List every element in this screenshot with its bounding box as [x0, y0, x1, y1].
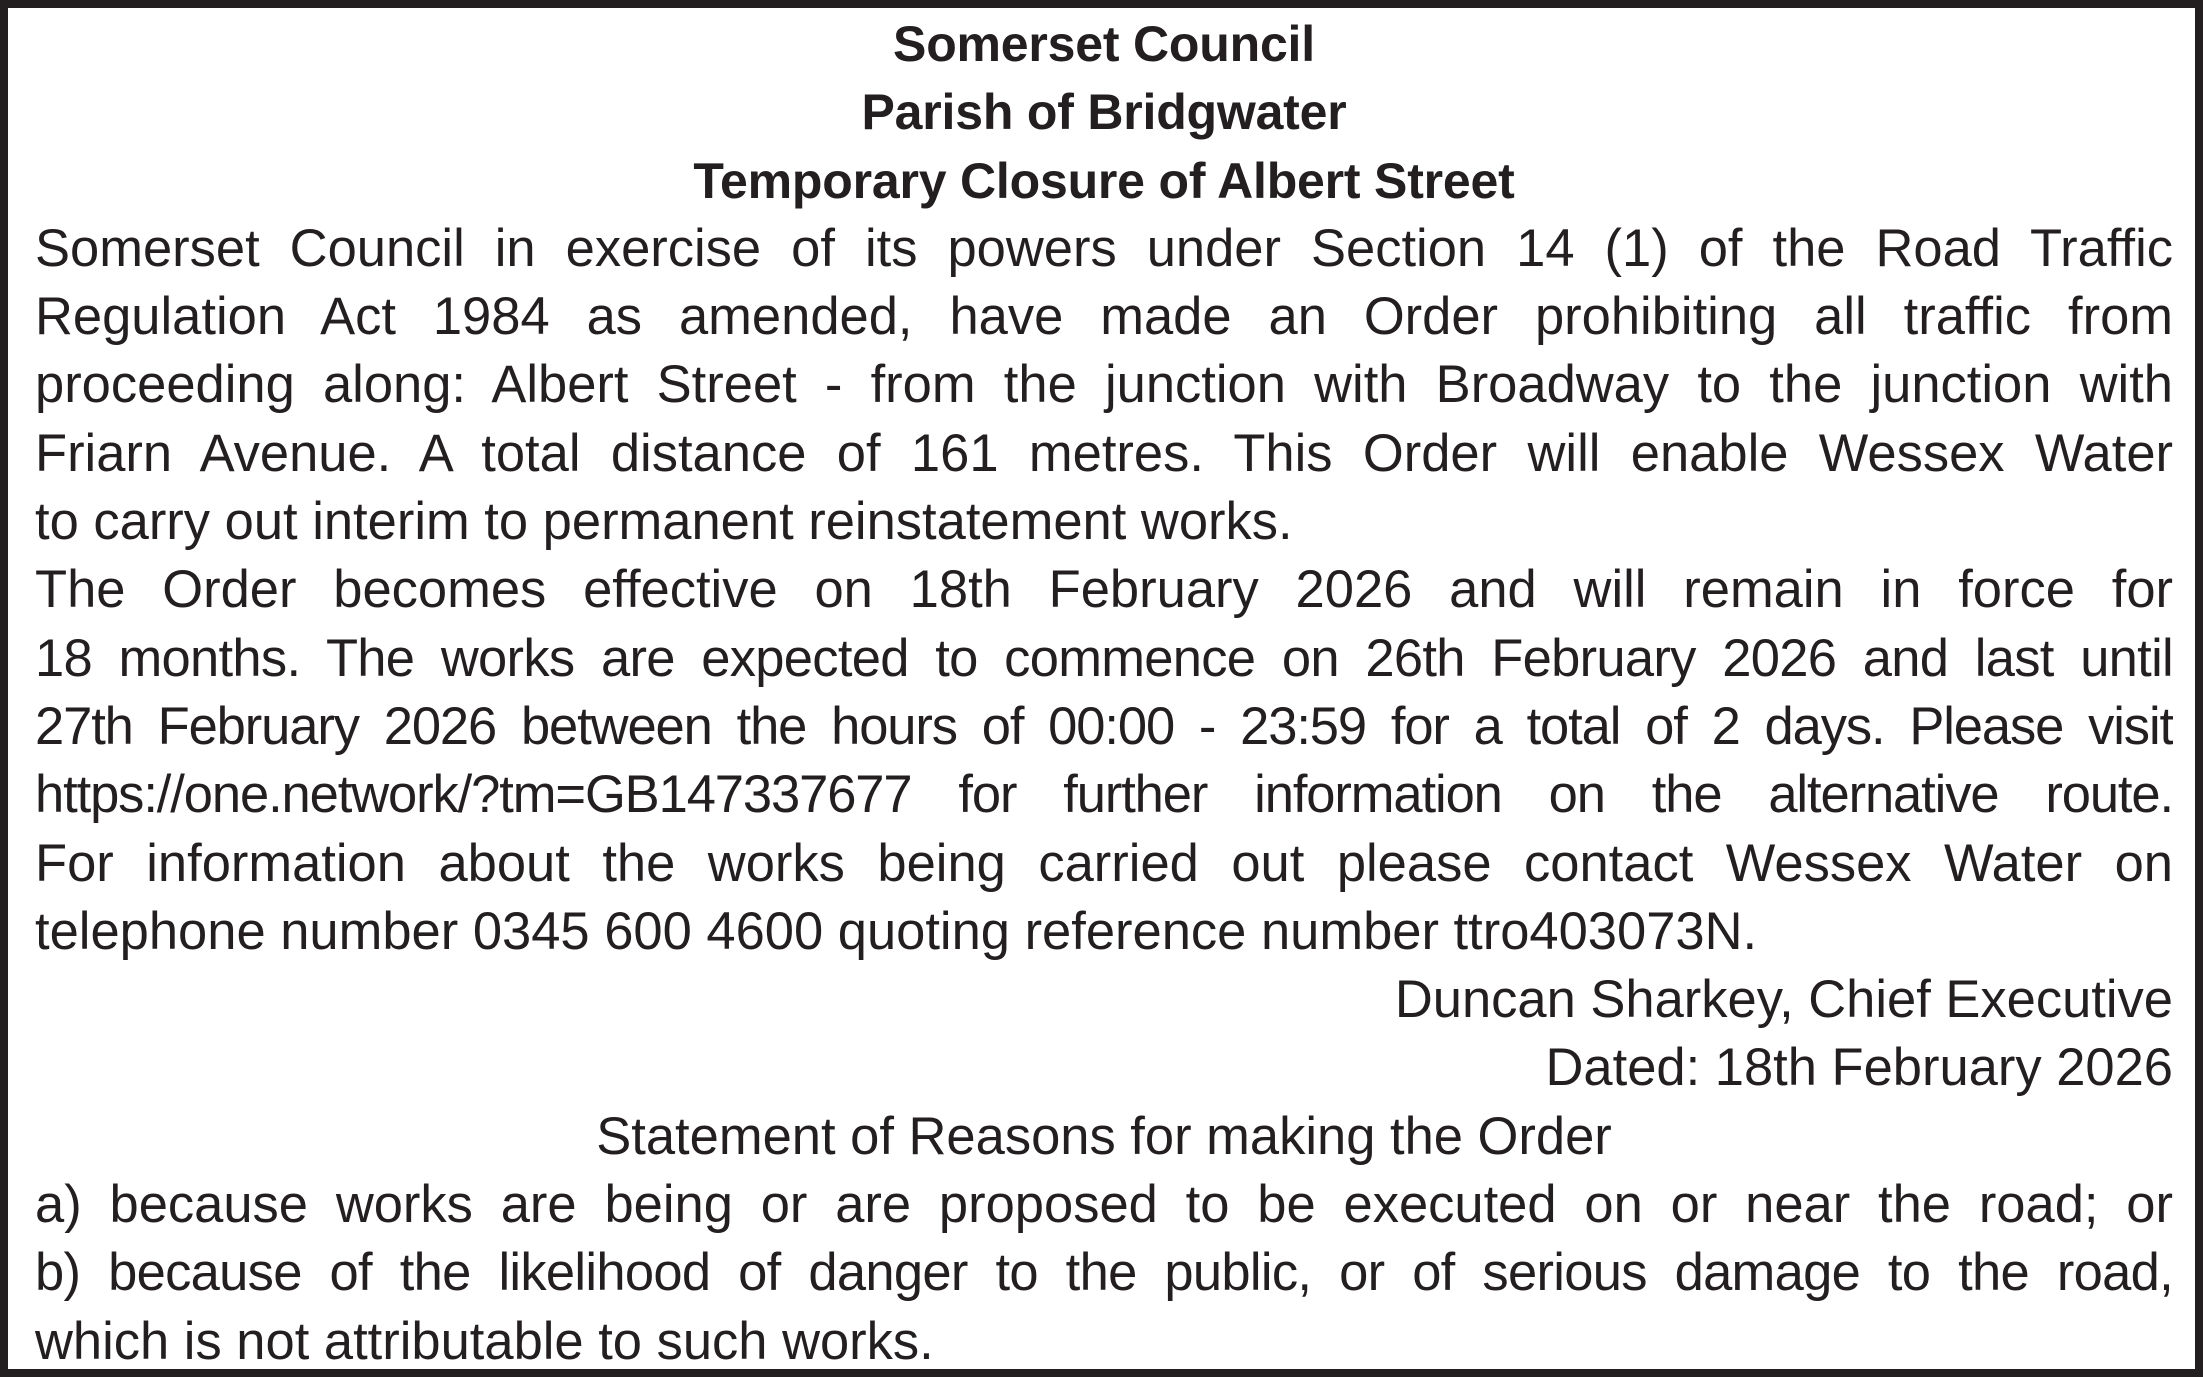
paragraph-2-line: 27th February 2026 between the hours of 00:00 - 23:59 for a total of 2 days. Please visit	[35, 696, 2173, 756]
notice-title: Temporary Closure of Albert Street	[693, 152, 1515, 209]
paragraph-2-line: The Order becomes effective on 18th February 2026 and will remain in force for	[35, 560, 2173, 620]
paragraph-2-line: https://one.network/?tm=GB147337677 for further information on the alternative route.	[35, 765, 2173, 825]
reasons-title: Statement of Reasons for making the Order	[596, 1106, 1612, 1166]
paragraph-2-line: For information about the works being carried out please contact Wessex Water on	[35, 833, 2173, 893]
paragraph-2-line: telephone number 0345 600 4600 quoting reference number ttro403073N.	[35, 901, 1758, 961]
parish-heading: Parish of Bridgwater	[861, 84, 1347, 141]
reason-line: b) because of the likelihood of danger to the public, or of serious damage to the road,	[35, 1243, 2173, 1303]
council-heading: Somerset Council	[893, 16, 1315, 72]
signatory: Duncan Sharkey, Chief Executive	[1394, 970, 2173, 1030]
paragraph-1-line: Friarn Avenue. A total distance of 161 metres. This Order will enable Wessex Water	[35, 423, 2173, 483]
paragraph-1-line: to carry out interim to permanent reinstatement works.	[35, 492, 1293, 552]
paragraph-1-line: Somerset Council in exercise of its powers under Section 14 (1) of the Road Traffic	[35, 218, 2173, 278]
paragraph-1-line: Regulation Act 1984 as amended, have made an Order prohibiting all traffic from	[35, 287, 2173, 347]
paragraph-1-line: proceeding along: Albert Street - from the junction with Broadway to the junction with	[35, 355, 2173, 415]
paragraph-2-line: 18 months. The works are expected to commence on 26th February 2026 and last until	[35, 628, 2173, 688]
notice-content	[35, 10, 2173, 1376]
reason-line: a) because works are being or are proposed to be executed on or near the road; or	[35, 1175, 2173, 1235]
dated: Dated: 18th February 2026	[1545, 1038, 2173, 1098]
reason-line: which is not attributable to such works.	[35, 1311, 934, 1371]
